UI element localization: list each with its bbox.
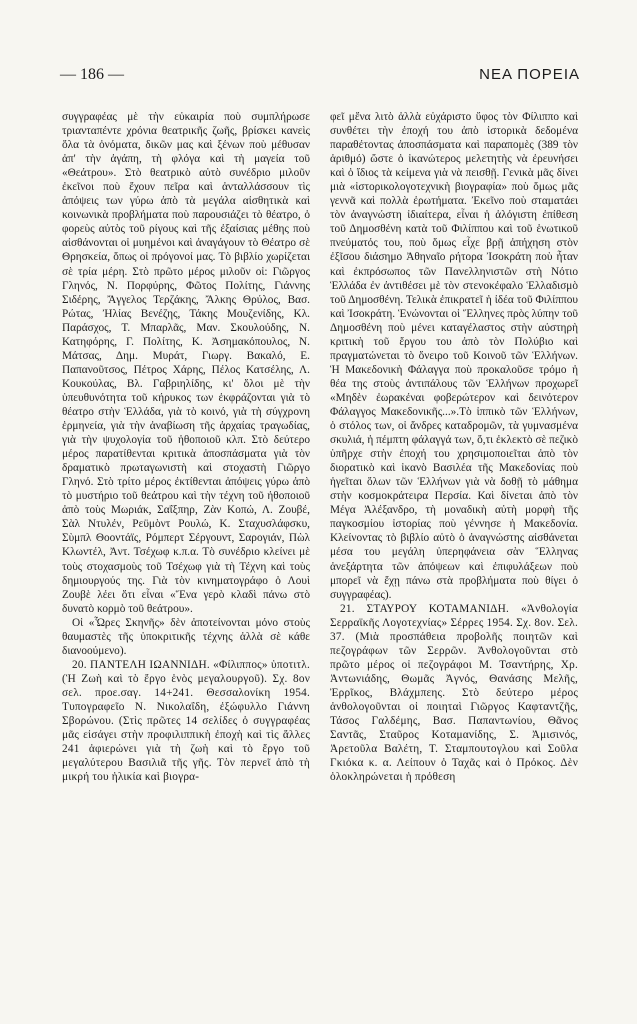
page-header: [60, 66, 580, 90]
left-paragraph-2: Οἱ «Ὧρες Σκηνῆς» δὲν ἀποτείνονται μόνο στοὺς θαυμαστὲς τῆς ὑποκριτικῆς τέχνης ἀλλὰ σὲ κάθε διανοούμενο).: [62, 616, 310, 657]
left-paragraph-1: συγγραφέας μὲ τὴν εὐκαιρία ποὺ συμπλήρωσε τριανταπέντε χρόνια θεατρικῆς ζωῆς, βρίσκει κανεὶς ὅλα τὰ ὀνόματα, δικῶν μας καὶ ξένων ποὺ μέθυσαν ἀπ' τὴν ἀγάπη, τὴ φλόγα καὶ τὴ μαγεία τοῦ «Θεάτρου». Στὸ θεατρικὸ αὐτὸ συνέδριο μιλοῦν ἐκεῖνοι ποὺ ἔχουν πεῖρα καὶ ἀνταλλάσσουν τὶς ἀπόψεις των γύρω ἀπὸ τὰ μεγάλα αἰσθητικὰ καὶ κοινωνικὰ προβλήματα ποὺ παρουσιάζει τὸ θέατρο, ὁ φορεὺς αὐτὸς τοῦ ρίγους καὶ τῆς ἐξαίσιας μέθης ποὺ αἰσθάνονται οἱ μυημένοι καὶ ἀναγάγουν τὸ Θέατρο σὲ Θρησκεία, ὅπως οἱ πρόγονοί μας. Τὸ βιβλίο χωρίζεται σὲ τρία μέρη. Στὸ πρῶτο μέρος μιλοῦν οἱ: Γιῶργος Γληνός, Ν. Πορφύρης, Φῶτος Πολίτης, Γιάννης Σιδέρης, Ἄγγελος Τερζάκης, Ἄλκης Θρύλος, Βασ. Ρώτας, Ἠλίας Βενέζης, Τάκης Μουζενίδης, Κλ. Παράσχος, Τ. Μπαρλᾶς, Μαν. Σκουλούδης, Ν. Κατηφόρης, Γ. Πολίτης, Κ. Ἀσημακόπουλος, Ν. Μάτσας, Δημ. Μυράτ, Γιωργ. Βακαλό, Ε. Παπανοῦτσος, Πέτρος Χάρης, Πέλος Κατσέλης, Λ. Κουκούλας, Βλ. Γαβριηλίδης, κι' ὅλοι μὲ τὴν ὑπευθυνότητα τοῦ κήρυκος των ἐκφράζονται γιὰ τὸ θέατρο στὴν Ἑλλάδα, γιὰ τὸ κοινό, γιὰ τὴ σύγχρονη ἑρμηνεία, γιὰ τὴν ἀναβίωση τῆς ἀρχαίας τραγωδίας, γιὰ τὴν ψυχολογία τοῦ ἠθοποιοῦ κλπ. Στὸ δεύτερο μέρος παρατίθενται κριτικὰ ἀποσπάσματα γιὰ τὸν δραματικὸ πρωταγωνιστὴ καὶ στοχαστὴ Γιῶργο Γληνό. Στὸ τρίτο μέρος ἐκτίθενται ἀπόψεις γύρω ἀπὸ τὸ μυστήριο τοῦ θεάτρου καὶ τὴν τέχνη τοῦ ἠθοποιοῦ ἀπὸ τοὺς Μωριάκ, Σαΐξπηρ, Ζὰν Κοπώ, Λ. Ζουβέ, Σὰλ Ντυλέν, Ρεϋμὸντ Ρουλώ, Κ. Σταχυσλάφσκυ, Σὺμπλ Θοοντάϊς, Ρόμπερτ Σέργουντ, Σαρογιάν, Πὼλ Κλωντέλ, Ἀντ. Τσέχωφ κ.π.α. Τὸ συνέδριο κλείνει μὲ τοὺς στοχασμοὺς τοῦ Τσέχωφ γιὰ τὴ Τέχνη καὶ τοὺς δημιουργούς της. Γιὰ τὸν κινηματογράφο ὁ Λουὶ Ζουβὲ λέει ὅτι εἶναι «Ἕνα γερὸ κλαδὶ πάνω στὸ δυνατὸ κορμὸ τοῦ θεάτρου».: [62, 111, 310, 615]
left-column: [62, 110, 310, 784]
journal-title: ΝΕΑ ΠΟΡΕΙΑ: [479, 66, 580, 83]
right-column: [330, 110, 578, 784]
left-entry-20: 20. ΠΑΝΤΕΛΗ ΙΩΑΝΝΙΔΗ. «Φίλιππος» ὑποτιτλ. (Ἡ Ζωὴ καὶ τὸ ἔργο ἑνὸς μεγαλουργοῦ). Σχ. 8ον σελ. προε.σαγ. 14+241. Θεσσαλονίκη 1954. Τυπογραφεῖο Ν. Νικολαΐδη, ἐξώφυλλο Γιάννη Σβορώνου. (Στὶς πρῶτες 14 σελίδες ὁ συγγραφέας μᾶς εἰσάγει στὴν προφιλιππικὴ ἐποχὴ καὶ τὶς ἄλλες 241 ἀφιερώνει γιὰ τὴ ζωὴ καὶ τὸ ἔργο τοῦ μεγαλύτερου Βασιλιᾶ τῆς γῆς. Τὸν περνεῖ ἀπὸ τὴ μικρή του ἡλικία καὶ βιογρα-: [62, 658, 310, 784]
page-number: — 186 —: [60, 66, 124, 83]
right-paragraph-1: φεῖ μἔνα λιτὸ ἀλλὰ εὐχάριστο ὕφος τὸν Φίλιππο καὶ συνθέτει τὴν ἐποχή του ἀπὸ ἱστορικὰ δεδομένα παραθέτοντας ἀποσπάσματα καὶ παραπομὲς (389 τὸν ἀριθμό) ὥστε ὁ ἱκανώτερος μελετητὴς νὰ ἐρευνήσει καὶ ὁ ἴδιος τὰ κείμενα γιὰ νὰ πεισθῇ. Γενικὰ μᾶς δίνει μιὰ «ἱστορικολογοτεχνικὴ βιογραφία» ποὺ ὅμως μᾶς γεννᾶ καὶ πολλὰ ἐρωτήματα. Ἐκεῖνο ποὺ σταματάει τὸν ἀναγνώστη ἰδιαίτερα, εἶναι ἡ ἀλόγιστη ἐπίθεση τοῦ Δημοσθένη κατὰ τοῦ Φιλίππου καὶ τοῦ ἑνωτικοῦ πνεύματός του, ποὺ ὅμως εἶχε βρῇ ἀπήχηση στὸν ἐξῖσου διάσημο Ἀθηναῖο ρήτορα Ἰσοκράτη ποὺ ἦταν καὶ ἐκπρόσωπος τῶν Πανελληνιστῶν στὴ Νότιο Ἑλλάδα ἐν ἀντιθέσει μὲ τὸν στενοκέφαλο Ἑλλαδισμὸ τοῦ Δημοσθένη. Τελικὰ ἐπικρατεῖ ἡ ἰδέα τοῦ Φιλίππου καὶ Ἰσοκράτη. Ἑνώνονται οἱ Ἕλληνες πρὸς λύπην τοῦ Δημοσθένη ποὺ μένει καταγέλαστος στὴν αὐστηρὴ κριτικὴ τοῦ ἔργου του ἀπὸ τὸν Πολύβιο καὶ πραγματώνεται τὸ ὄνειρο τοῦ Κοινοῦ τῶν Ἑλλήνων. Ἡ Μακεδονικὴ Φάλαγγα ποὺ προκαλοῦσε τρόμο ἡ θέα της στοὺς ἀντιπάλους τῶν Ἑλλήνων προχωρεῖ «Μηδὲν ἐωρακέναι φοβερώτερον καὶ δεινότερον Φάλαγγος Μακεδονικῆς...».Τὸ ἱππικὸ τῶν Ἑλλήνων, ὁ στόλος των, οἱ ἄνδρες καταδρομῶν, τὰ γυμνασμένα σκυλιά, ἡ πέμπτη φάλαγγά των, ὅ,τι ἐκλεκτὸ σὲ πεζικὸ ὑπῆρχε στὴν ἐποχή του χρησιμοποιεῖται ἀπὸ τὸν διορατικὸ καὶ ἱκανὸ Βασιλέα τῆς Μακεδονίας ποὺ ἡγεῖται ὅλων τῶν Ἑλλήνων γιὰ νὰ δοθῇ τὸ μάθημα στὴν κοσμοκράτειρα Περσία. Καὶ δίνεται ἀπὸ τὸν Μέγα Ἀλέξανδρο, τὴ μοναδικὴ αὐτὴ μορφὴ τῆς παγκοσμίου ἱστορίας ποὺ γέννησε ἡ Μακεδονία. Κλείνοντας τὸ βιβλίο αὐτὸ ὁ ἀναγνώστης αἰσθάνεται μέσα του μεγάλη ὑπερηφάνεια σὰν Ἕλληνας ἀνεξάρτητα τῶν ἀπόψεων καὶ ἐπιφυλάξεων ποὺ μπορεῖ νὰ ἔχῃ πάνω στὰ προβλήματα ποὺ θίγει ὁ συγγραφέας).: [330, 111, 578, 601]
right-entry-21: 21. ΣΤΑΥΡΟΥ ΚΟΤΑΜΑΝΙΔΗ. «Ἀνθολογία Σερραϊκῆς Λογοτεχνίας» Σέρρες 1954. Σχ. 8ον. Σελ. 37. (Μιὰ προσπάθεια προβολῆς ποιητῶν καὶ πεζογράφων τῶν Σερρῶν. Ἀνθολογοῦνται στὸ πρῶτο μέρος οἱ πεζογράφοι Μ. Τσαντήρης, Χρ. Ἀντωνιάδης, Θωμᾶς Ἀγνός, Θανάσης Μελῆς, Ἐρρῖκος, Βλάχμπεης. Στὸ δεύτερο μέρος ἀνθολογοῦνται οἱ ποιηταὶ Γιῶργος Καφταντζῆς, Τάσος Γαλδέμης, Βασ. Παπαντωνίου, Θᾶνος Σαντᾶς, Σταῦρος Κοταμανίδης, Σ. Ἀμισινός, Ἀρετοῦλα Βαλέτη, Τ. Σταμπουτογλου καὶ Σοῦλα Γκιόκα κ. α. Λείπουν ὁ Ταχᾶς καὶ ὁ Πρόκος. Δὲν ὁλοκληρώνεται ἡ πρόθεση: [330, 602, 578, 784]
